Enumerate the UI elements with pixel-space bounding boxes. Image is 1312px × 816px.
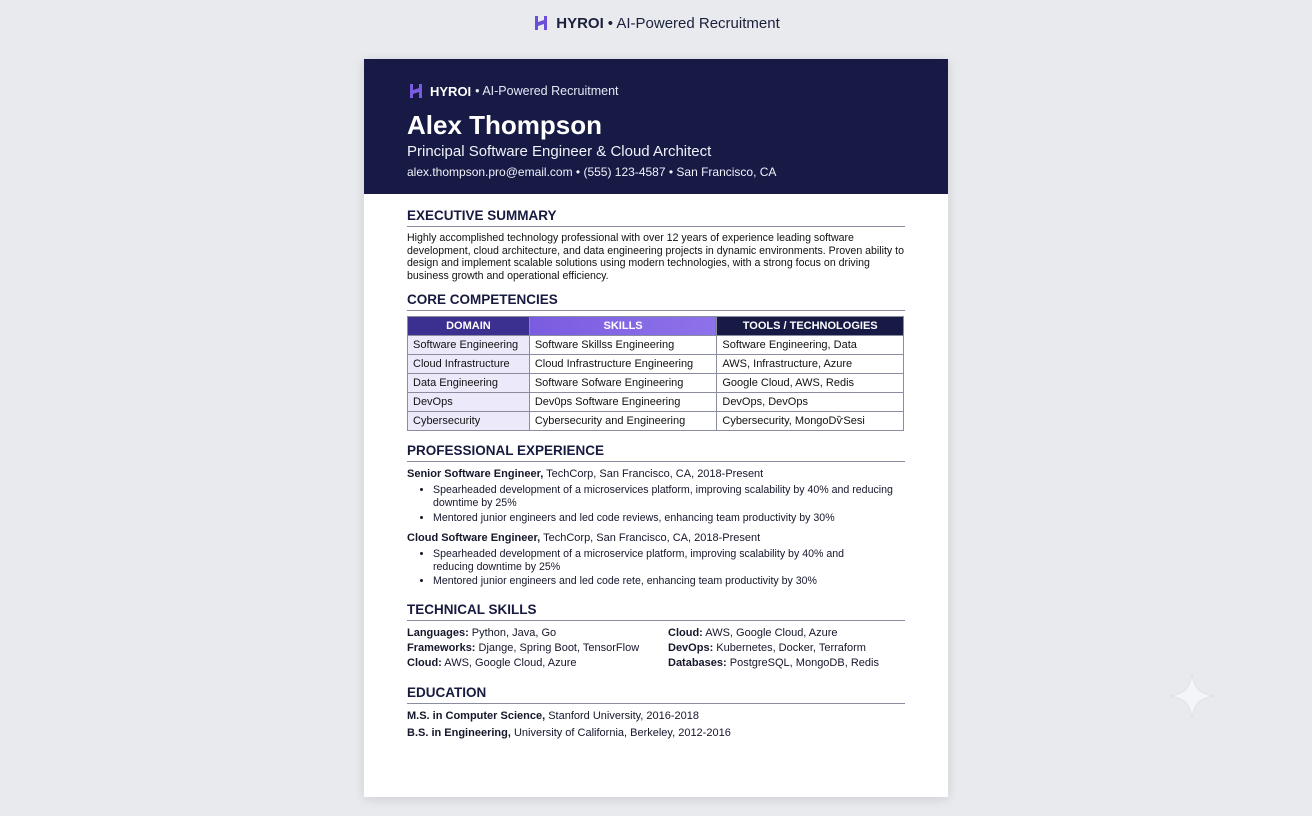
list-item: • Spearheaded development of a microservice platform, improving scalability by 40% and reducing downtime by 25% <box>433 548 865 573</box>
top-brand-tagline: • AI-Powered Recruitment <box>607 14 780 32</box>
education-school: University of California, Berkeley, 2012-2016 <box>510 726 731 739</box>
header-brand-tagline: • AI-Powered Recruitment <box>475 84 619 98</box>
table-cell: Software Sofware Engineering <box>529 374 717 393</box>
table-cell: DevOps <box>408 393 530 412</box>
table-cell: Data Engineering <box>408 374 530 393</box>
hyroi-logo-icon <box>532 14 550 32</box>
education-item <box>407 708 905 725</box>
table-header-tools: TOOLS / TECHNOLOGIES <box>717 317 904 336</box>
skill-item <box>407 641 668 656</box>
skill-value: PostgreSQL, MongoDB, Redis <box>726 656 879 669</box>
table-header-skills: SKILLS <box>529 317 717 336</box>
resume-header <box>364 59 948 194</box>
table-cell: DevOps, DevOps <box>717 393 904 412</box>
education-heading: EDUCATION <box>407 685 905 704</box>
skill-label: Cloud: <box>407 656 442 669</box>
education-list <box>407 708 905 742</box>
table-cell: Google Cloud, AWS, Redis <box>717 374 904 393</box>
summary-heading: EXECUTIVE SUMMARY <box>407 208 905 227</box>
education-school: Stanford University, 2016-2018 <box>545 709 700 722</box>
table-row <box>408 336 904 355</box>
top-brand-bar <box>0 12 1312 34</box>
technical-skills-grid <box>407 626 905 671</box>
skill-value: Python, Java, Go <box>468 626 557 639</box>
skill-item <box>668 656 904 671</box>
table-cell: Cybersecurity and Engineering <box>529 412 717 431</box>
competencies-heading: CORE COMPETENCIES <box>407 292 905 311</box>
skill-item <box>668 641 904 656</box>
table-row <box>408 393 904 412</box>
table-cell: Cloud Infrastructure <box>408 355 530 374</box>
job-role: Cloud Software Engineer, <box>407 532 541 545</box>
list-item: • Spearheaded development of a microservices platform, improving scalability by 40% and reducing downtime by 25% <box>433 484 905 509</box>
skill-label: DevOps: <box>668 641 714 654</box>
summary-text: Highly accomplished technology professional with over 12 years of experience leading software development, cloud architecture, and data engineering projects in dynamic environments. Proven ability to design and implement scalable solutions using modern technologies, with a strong focus on driving business growth and operational efficiency. <box>407 232 905 282</box>
skill-value: Kubernetes, Docker, Terraform <box>713 641 866 654</box>
experience-heading: PROFESSIONAL EXPERIENCE <box>407 443 905 462</box>
resume-body <box>364 194 948 742</box>
education-item <box>407 725 905 742</box>
skill-item <box>407 626 668 641</box>
job-details: TechCorp, San Francisco, CA, 2018-Present <box>543 468 764 481</box>
skill-value: Djange, Spring Boot, TensorFlow <box>475 641 640 654</box>
table-cell: Software Engineering, Data <box>717 336 904 355</box>
technical-skills-heading: TECHNICAL SKILLS <box>407 602 905 621</box>
table-row <box>408 412 904 431</box>
job-bullets <box>433 548 865 588</box>
list-item: • Mentored junior engineers and led code rete, enhancing team productivity by 30% <box>433 575 865 588</box>
job-heading <box>407 467 905 481</box>
sparkle-icon <box>1168 672 1216 720</box>
table-cell: Cybersecurity, MongoDѷSesi <box>717 412 904 431</box>
table-row <box>408 374 904 393</box>
list-item: • Mentored junior engineers and led code reviews, enhancing team productivity by 30% <box>433 512 905 525</box>
header-brand-line <box>407 81 948 101</box>
job-details: TechCorp, San Francisco, CA, 2018-Present <box>540 532 761 545</box>
table-cell: Software Skillss Engineering <box>529 336 717 355</box>
header-brand-name: HYROI <box>430 83 472 99</box>
skill-value: AWS, Google Cloud, Azure <box>702 626 838 639</box>
table-cell: AWS, Infrastructure, Azure <box>717 355 904 374</box>
job-role: Senior Software Engineer, <box>407 468 544 481</box>
resume-page <box>364 59 948 797</box>
hyroi-logo-icon <box>407 82 425 100</box>
table-header-domain: DOMAIN <box>408 317 530 336</box>
table-row <box>408 355 904 374</box>
candidate-name: Alex Thompson <box>407 110 603 140</box>
candidate-contact: alex.thompson.pro@email.com • (555) 123-4587 • San Francisco, CA <box>407 165 777 179</box>
competencies-table <box>407 316 904 431</box>
education-degree: B.S. in Engineering, <box>407 726 511 739</box>
skill-label: Databases: <box>668 656 727 669</box>
skill-item <box>668 626 904 641</box>
table-cell: Software Engineering <box>408 336 530 355</box>
skill-label: Frameworks: <box>407 641 476 654</box>
job-heading <box>407 531 905 545</box>
education-degree: M.S. in Computer Science, <box>407 709 546 722</box>
skill-item <box>407 656 668 671</box>
job-bullets <box>433 484 905 524</box>
skill-label: Cloud: <box>668 626 703 639</box>
table-cell: Cloud Infrastructure Engineering <box>529 355 717 374</box>
candidate-title: Principal Software Engineer & Cloud Architect <box>407 143 712 160</box>
top-brand-name: HYROI <box>556 14 604 32</box>
skill-value: AWS, Google Cloud, Azure <box>441 656 577 669</box>
skill-label: Languages: <box>407 626 469 639</box>
table-cell: Dev0ps Software Engineering <box>529 393 717 412</box>
table-cell: Cybersecurity <box>408 412 530 431</box>
